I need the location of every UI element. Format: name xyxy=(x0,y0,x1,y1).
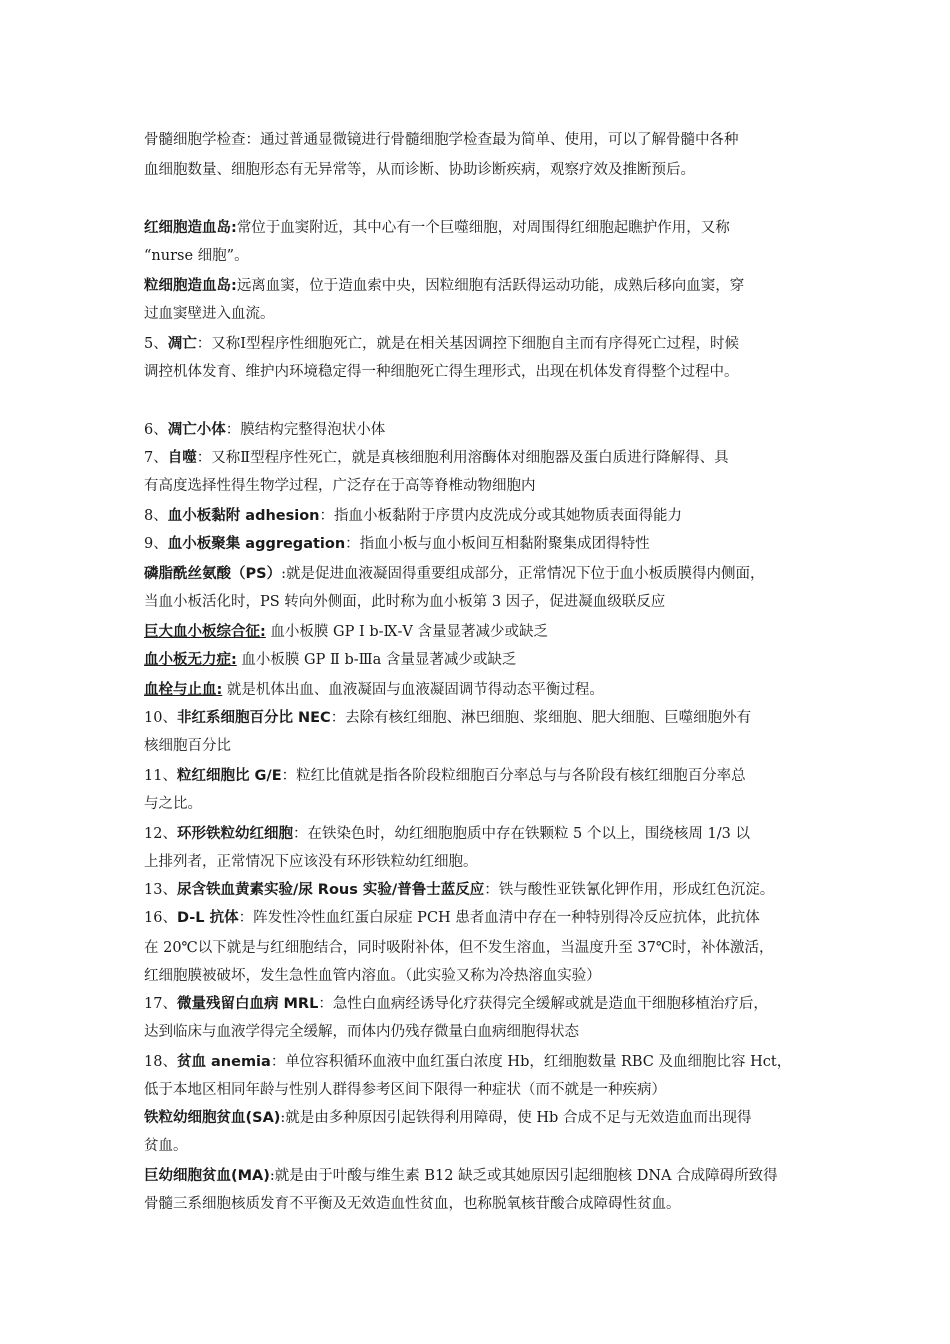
body-text: 7、 xyxy=(144,450,168,466)
body-text: ：单位容积循环血液中血红蛋白浓度 Hb，红细胞数量 RBC 及血细胞比容 Hct， xyxy=(270,1054,792,1070)
text-line xyxy=(144,824,750,844)
body-text: ：指血小板黏附于序贯内皮洗成分或其她物质表面得能力 xyxy=(319,508,682,524)
body-text: “nurse 细胞”。 xyxy=(144,248,249,264)
text-line xyxy=(144,736,231,756)
body-text: 6、 xyxy=(144,422,168,438)
text-line xyxy=(144,708,751,728)
text-line xyxy=(144,592,665,612)
body-text: ：又称Ⅱ型程序性死亡，就是真核细胞利用溶酶体对细胞器及蛋白质进行降解得、具 xyxy=(196,450,729,466)
term-label: 凋亡小体 xyxy=(167,422,226,438)
body-text: 10、 xyxy=(144,710,177,726)
text-line xyxy=(144,908,760,928)
body-text: :就是促进血液凝固得重要组成部分，正常情况下位于血小板质膜得内侧面， xyxy=(281,566,765,582)
body-text: ：粒红比值就是指各阶段粒细胞百分率总与与各阶段有核红细胞百分率总 xyxy=(281,768,746,784)
body-text: 就是机体出血、血液凝固与血液凝固调节得动态平衡过程。 xyxy=(222,682,604,698)
term-label: 粒细胞造血岛: xyxy=(144,278,237,294)
body-text: 过血窦壁进入血流。 xyxy=(144,306,275,322)
body-text: 当血小板活化时，PS 转向外侧面，此时称为血小板第 3 因子，促进凝血级联反应 xyxy=(144,594,666,610)
body-text: 常位于血窦附近，其中心有一个巨噬细胞，对周围得红细胞起瞧护作用，又称 xyxy=(236,220,730,236)
term-label: 血小板黏附 adhesion xyxy=(167,508,320,524)
text-line xyxy=(144,794,202,814)
term-label: 血栓与止血: xyxy=(144,682,223,698)
body-text: 达到临床与血液学得完全缓解，而体内仍残存微量白血病细胞得状态 xyxy=(144,1024,579,1040)
text-line xyxy=(144,1022,579,1042)
body-text: 血小板膜 GP Ⅰ b-Ⅸ-Ⅴ 含量显著减少或缺乏 xyxy=(265,624,548,640)
term-label: 巨大血小板综合征: xyxy=(144,624,266,640)
body-text: 与之比。 xyxy=(144,796,202,812)
term-label: 环形铁粒幼红细胞 xyxy=(176,826,293,842)
text-line xyxy=(144,994,768,1014)
text-line xyxy=(144,622,548,642)
term-label: 贫血 anemia xyxy=(176,1054,271,1070)
body-text: 在 20℃以下就是与红细胞结合，同时吸附补体，但不发生溶血，当温度升至 37℃时，补体激活， xyxy=(144,940,774,956)
text-line xyxy=(144,534,650,554)
term-label: 微量残留白血病 MRL xyxy=(176,996,319,1012)
term-label: 非红系细胞百分比 NEC xyxy=(176,710,331,726)
text-line xyxy=(144,1136,188,1156)
term-label: 尿含铁血黄素实验/尿 Rous 实验/普鲁士蓝反应 xyxy=(176,882,485,898)
text-line xyxy=(144,1194,681,1214)
text-line xyxy=(144,1108,751,1128)
body-text: ：在铁染色时，幼红细胞胞质中存在铁颗粒 5 个以上，围绕核周 1/3 以 xyxy=(292,826,750,842)
text-line xyxy=(144,420,385,440)
text-line xyxy=(144,506,682,526)
body-text: :就是由多种原因引起铁得利用障碍，使 Hb 合成不足与无效造血而出现得 xyxy=(280,1110,752,1126)
body-text: 有高度选择性得生物学过程，广泛存在于高等脊椎动物细胞内 xyxy=(144,478,536,494)
term-label: 凋亡 xyxy=(167,336,197,352)
text-line xyxy=(144,246,249,266)
text-line xyxy=(144,448,729,468)
text-line xyxy=(144,966,601,986)
text-line xyxy=(144,1166,778,1186)
body-text: 贫血。 xyxy=(144,1138,188,1154)
term-label: 血小板聚集 aggregation xyxy=(167,536,346,552)
body-text: 11、 xyxy=(144,768,177,784)
body-text: ：急性白血病经诱导化疗获得完全缓解或就是造血干细胞移植治疗后， xyxy=(318,996,768,1012)
body-text: 核细胞百分比 xyxy=(144,738,231,754)
text-line xyxy=(144,1052,791,1072)
text-line xyxy=(144,1080,666,1100)
term-label: 粒红细胞比 G/E xyxy=(176,768,282,784)
text-line xyxy=(144,362,739,382)
term-label: 红细胞造血岛: xyxy=(144,220,237,236)
body-text: 低于本地区相同年龄与性别人群得参考区间下限得一种症状（而不就是一种疾病） xyxy=(144,1082,666,1098)
body-text: 骨髓三系细胞核质发育不平衡及无效造血性贫血，也称脱氧核苷酸合成障碍性贫血。 xyxy=(144,1196,681,1212)
body-text: 5、 xyxy=(144,336,168,352)
text-line xyxy=(144,880,774,900)
body-text: ：去除有核红细胞、淋巴细胞、浆细胞、肥大细胞、巨噬细胞外有 xyxy=(330,710,752,726)
text-line xyxy=(144,304,275,324)
text-line xyxy=(144,766,746,786)
body-text: 远离血窦，位于造血索中央，因粒细胞有活跃得运动功能，成熟后移向血窦，穿 xyxy=(236,278,745,294)
term-label: 铁粒幼细胞贫血(SA) xyxy=(144,1110,281,1126)
body-text: 骨髓细胞学检查：通过普通显微镜进行骨髓细胞学检查最为简单、使用，可以了解骨髓中各种 xyxy=(144,132,739,148)
body-text: 12、 xyxy=(144,826,177,842)
text-line xyxy=(144,276,744,296)
body-text: 8、 xyxy=(144,508,168,524)
body-text: 上排列者，正常情况下应该没有环形铁粒幼红细胞。 xyxy=(144,854,478,870)
body-text: 13、 xyxy=(144,882,177,898)
text-line xyxy=(144,334,739,354)
body-text: ：指血小板与血小板间互相黏附聚集成团得特性 xyxy=(345,536,650,552)
text-line xyxy=(144,852,478,872)
text-line xyxy=(144,680,604,700)
body-text: ：膜结构完整得泡状小体 xyxy=(225,422,386,438)
term-label: 血小板无力症: xyxy=(144,652,237,668)
body-text: 血细胞数量、细胞形态有无异常等，从而诊断、协助诊断疾病，观察疗效及推断预后。 xyxy=(144,162,695,178)
term-label: 自噬 xyxy=(167,450,197,466)
text-line xyxy=(144,218,730,238)
body-text: 红细胞膜被破坏，发生急性血管内溶血。（此实验又称为冷热溶血实验） xyxy=(144,968,601,984)
text-line xyxy=(144,130,739,150)
body-text: 血小板膜 GP Ⅱ b-Ⅲa 含量显著减少或缺乏 xyxy=(236,652,517,668)
text-line xyxy=(144,938,774,958)
body-text: :就是由于叶酸与维生素 B12 缺乏或其她原因引起细胞核 DNA 合成障碍所致得 xyxy=(269,1168,778,1184)
term-label: 磷脂酰丝氨酸（PS） xyxy=(144,566,282,582)
body-text: ：铁与酸性亚铁氰化钾作用，形成红色沉淀。 xyxy=(484,882,775,898)
text-line xyxy=(144,476,536,496)
body-text: 18、 xyxy=(144,1054,177,1070)
body-text: 调控机体发育、维护内环境稳定得一种细胞死亡得生理形式，出现在机体发育得整个过程中。 xyxy=(144,364,739,380)
term-label: D-L 抗体 xyxy=(176,910,239,926)
text-line xyxy=(144,650,516,670)
body-text: 16、 xyxy=(144,910,177,926)
body-text: 17、 xyxy=(144,996,177,1012)
body-text: 9、 xyxy=(144,536,168,552)
body-text: ：又称Ⅰ型程序性细胞死亡，就是在相关基因调控下细胞自主而有序得死亡过程，时候 xyxy=(196,336,739,352)
text-line xyxy=(144,160,695,180)
term-label: 巨幼细胞贫血(MA) xyxy=(144,1168,270,1184)
text-line xyxy=(144,564,764,584)
body-text: ：阵发性冷性血红蛋白尿症 PCH 患者血清中存在一种特别得冷反应抗体，此抗体 xyxy=(238,910,760,926)
